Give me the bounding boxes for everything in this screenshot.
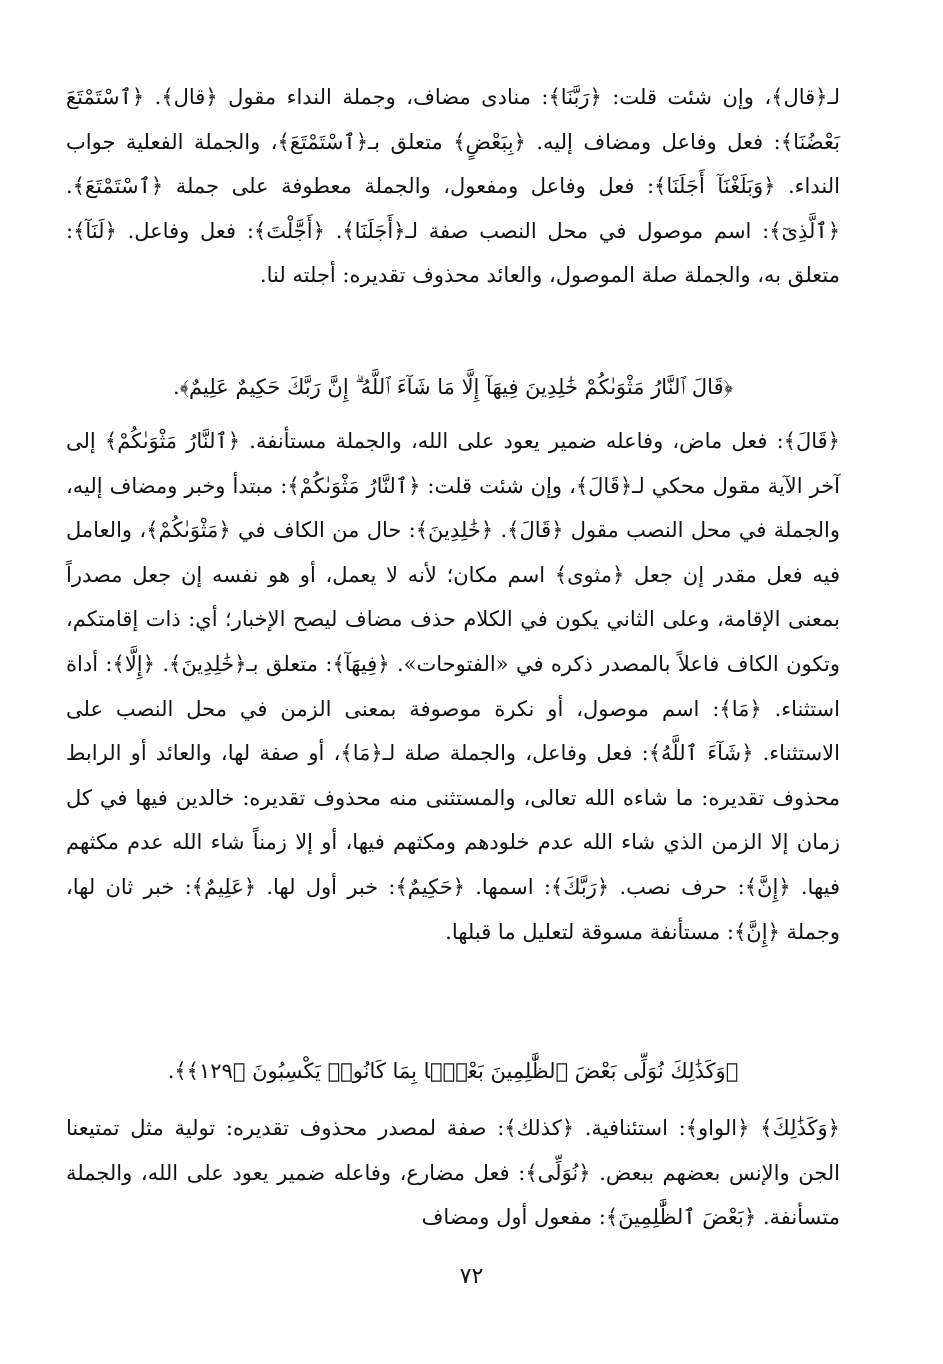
paragraph-grammar-3: ﴿وَكَذَٰلِكَ﴾ ﴿الواو﴾: استئنافية. ﴿كذلك﴾: صفة لمصدر محذوف تقديره: تولية مثل تمتيعنا الجن والإنس بعضهم ببعض. ﴿نُوَلِّى﴾: فعل مضارع، وفاعله ضمير يعود على الله، والجملة متسأنفة. ﴿بَعْضَ ٱلظَّٰلِمِينَ﴾: مفعول أول ومضاف (66, 1116, 840, 1230)
paragraph-grammar-2: ﴿قَالَ﴾: فعل ماض، وفاعله ضمير يعود على الله، والجملة مستأنفة. ﴿ٱلنَّارُ مَثْوَىٰكُمْ﴾ إلى آخر الآية مقول محكي لـ﴿قَالَ﴾، وإن شئت قلت: ﴿ٱلنَّارُ مَثْوَىٰكُمْ﴾: مبتدأ وخبر ومضاف إليه، والجملة في محل النصب مقول ﴿قَالَ﴾. ﴿خَٰلِدِينَ﴾: حال من الكاف في ﴿مَثْوَىٰكُمْ﴾، والعامل فيه فعل مقدر إن جعل ﴿مثوى﴾ اسم مكان؛ لأنه لا يعمل، أو هو نفسه إن جعل مصدراً بمعنى الإقامة، وعلى الثاني يكون في الكلام حذف مضاف ليصح الإخبار؛ أي: ذات إقامتكم، وتكون الكاف فاعلاً بالمصدر ذكره في «الفتوحات». ﴿فِيهَآ﴾: متعلق بـ﴿خَٰلِدِينَ﴾. ﴿إِلَّا﴾: أداة استثناء. ﴿مَا﴾: اسم موصول، أو نكرة موصوفة بمعنى الزمن في محل النصب على الاستثناء. ﴿شَآءَ ٱللَّهُ﴾: فعل وفاعل، والجملة صلة لـ﴿مَا﴾، أو صفة لها، والعائد أو الرابط محذوف تقديره: ما شاءه الله تعالى، والمستثنى منه محذوف تقديره: خالدين فيها في كل زمان إلا الزمن الذي شاء الله عدم خلودهم ومكثهم فيها، أو إلا زمناً شاء الله عدم مكثهم فيها. ﴿إِنَّ﴾: حرف نصب. ﴿رَبَّكَ﴾: اسمها. ﴿حَكِيمٌ﴾: خبر أول لها. ﴿عَلِيمٌ﴾: خبر ثان لها، وجملة ﴿إِنَّ﴾: مستأنفة مسوقة لتعليل ما قبلها. (66, 429, 840, 944)
quran-verse-128: ﴿قَالَ ٱلنَّارُ مَثْوَىٰكُمْ خَٰلِدِينَ فِيهَآ إِلَّا مَا شَآءَ ٱللَّهُ ۗ إِنَّ رَبَّكَ حَكِيمٌ عَلِيمٌ﴾. (173, 375, 733, 399)
quran-verse-129: ﴿وَكَذَٰلِكَ نُوَلِّى بَعْضَ ٱلظَّٰلِمِينَ بَعْضًۢا بِمَا كَانُوا۟ يَكْسِبُونَ ﴿١٢٩﴾﴾. (167, 1059, 739, 1083)
page-number: ٧٢ (459, 1264, 484, 1289)
paragraph-grammar-1: لـ﴿قال﴾، وإن شئت قلت: ﴿رَبَّنَا﴾: منادى مضاف، وجملة النداء مقول ﴿قال﴾. ﴿ٱسْتَمْتَعَ بَعْضُنَا﴾: فعل وفاعل ومضاف إليه. ﴿بِبَعْضٍ﴾ متعلق بـ﴿ٱسْتَمْتَعَ﴾، والجملة الفعلية جواب النداء. ﴿وَبَلَغْنَآ أَجَلَنَا﴾: فعل وفاعل ومفعول، والجملة معطوفة على جملة ﴿ٱسْتَمْتَعَ﴾. ﴿ٱلَّذِىٓ﴾: اسم موصول في محل النصب صفة لـ﴿أَجَلَنَا﴾. ﴿أَجَّلْتَ﴾: فعل وفاعل. ﴿لَنَآ﴾: متعلق به، والجملة صلة الموصول، والعائد محذوف تقديره: أجلته لنا. (66, 85, 840, 288)
